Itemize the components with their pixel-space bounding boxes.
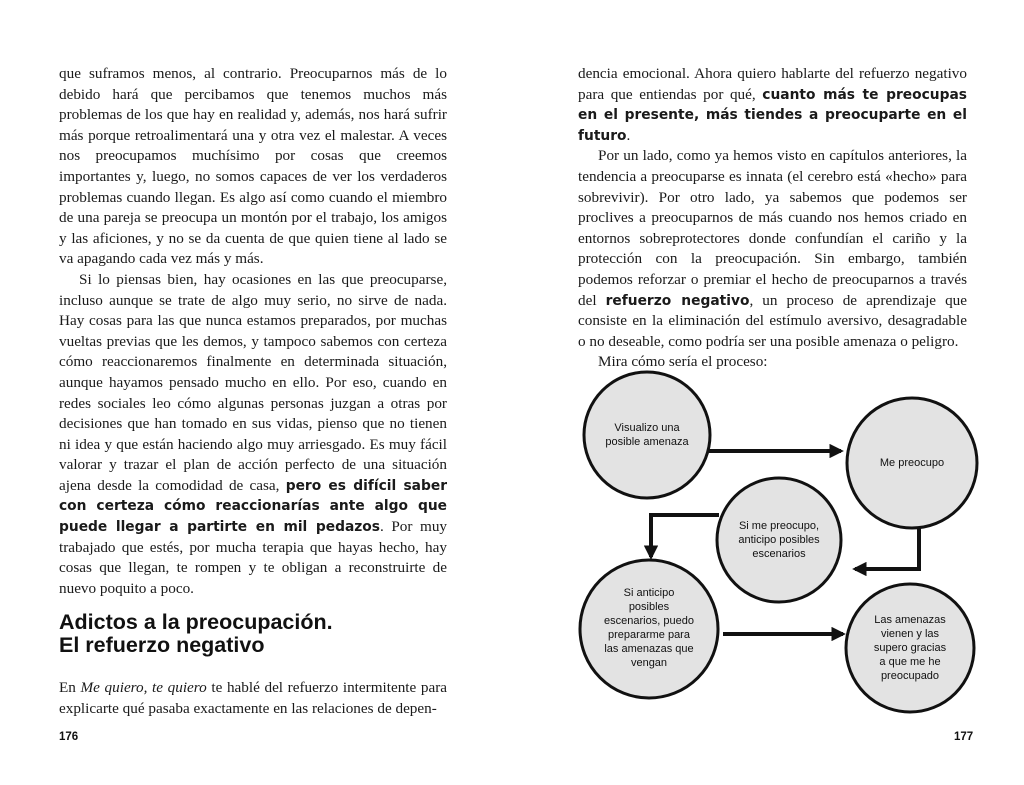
paragraph [59,64,447,270]
text-run: . [626,126,631,144]
text-run: Por un lado, como ya hemos visto en capítulos anteriores, la tendencia a preocuparse es innata (el cerebro está «hecho» para sobrevivir). Por otro lado, ya sabemos que podemos ser proclives a preocuparnos de más cuando nos hemos criado en entornos sobreprotectores donde confundían el cariño y la protección con la preocupación. Sin embargo, también podemos reforzar o premiar el hecho de preocuparnos a través del [578,147,967,309]
right-body [578,64,967,373]
node-label-prepararme [589,586,709,670]
node-label-line: anticipo posibles [738,534,820,546]
arrow-n2-n3-path [855,526,919,569]
node-label-supero [850,613,970,683]
heading-line-1: Adictos a la preocupación. [59,610,333,634]
node-label-line: a que me he [879,656,941,668]
right-page [512,0,1024,785]
node-label-anticipo [719,519,839,561]
node-label-line: preocupado [880,670,940,682]
node-label-line: Las amenazas [874,614,946,626]
node-label-line: posible amenaza [605,436,689,448]
node-label-line: vienen y las [880,628,940,640]
paragraph [578,146,967,352]
node-label-line: Visualizo una [614,422,680,434]
process-diagram [573,368,986,726]
node-label-me-preocupo [852,456,972,470]
paragraph [578,64,967,146]
italic-run: Me quiero, te quiero [80,679,207,696]
node-label-visualizo [587,421,707,449]
page-number-left: 176 [59,731,79,743]
node-label-line: escenarios, puedo [604,615,694,627]
bold-run: cuanto más te preocupas en el presente, más tiendes a preocuparte en el futuro [578,86,968,144]
bold-run: pero es difícil saber con certeza cómo reaccionarías ante algo que puede llegar a partirte en mil pedazos [59,477,448,536]
bold-run: refuerzo negativo [605,292,750,309]
node-label-line: escenarios [752,548,806,560]
node-label-line: Me preocupo [879,457,945,469]
page-number-right: 177 [954,731,974,743]
node-label-line: vengan [630,657,668,669]
heading-line-2: El refuerzo negativo [59,633,265,657]
text-run: , un proceso de aprendizaje que consiste en la eliminación del estímulo aversivo, desagradable o no deseable, como podría ser una posible amenaza o peligro. [578,291,967,350]
section-heading [59,611,449,657]
text-run: dencia emocional. Ahora quiero hablarte del refuerzo negativo para que entiendas por qué, [578,65,967,103]
arrow-n3-n4 [651,515,719,557]
text-run: Si lo piensas bien, hay ocasiones en las que preocuparse, incluso aunque se trate de algo muy serio, no sirve de nada. Hay cosas para las que nunca estamos preparados, por muchas vueltas previas que les demos, y tampoco sabemos con certeza cómo reaccionaremos finalmente en determinada situación, aunque hayamos pensado mucho en ello. Por eso, cuando en redes sociales leo cómo algunas personas juzgan a otras por decisiones que han tomado en sus vidas, pienso que no tienen ni idea y que están haciendo algo muy arriesgado. Es muy fácil valorar y trazar el plan de acción perfecto de una situación ajena desde la comodidad de casa, [59,270,447,494]
node-label-line: supero gracias [873,642,947,654]
node-label-line: Si me preocupo, [738,520,820,532]
node-label-line: las amenazas que [604,643,694,655]
text-run: En [59,679,81,696]
text-run: que suframos menos, al contrario. Preocuparnos más de lo debido hará que percibamos que tenemos muchos más problemas de los que hay en realidad y, además, nos hará sufrir más porque retroalimentará una y otra vez el malestar. A veces nos preocupamos muchísimo por cosas que creemos importantes y, luego, no somos capaces de ver los verdaderos problemas cuando llegan. Es algo así como cuando el miembro de una pareja se preocupa un montón por el trabajo, los amigos y las aficiones, y no se da cuenta de que quien tiene al lado se va apagando cada vez más y más. [59,65,447,268]
node-label-line: prepararme para [608,629,690,641]
paragraph [59,678,447,719]
left-body-bottom [59,678,447,719]
text-run: Mira cómo sería el proceso: [598,353,768,371]
left-body-top [59,64,447,599]
paragraph [59,270,447,600]
text-run: te hablé del refuerzo intermitente para explicarte qué pasaba exactamente en las relaciones de depen- [59,679,448,717]
node-label-line: posibles [628,601,670,613]
text-run: . Por muy trabajado que estés, por mucha terapia que hayas hecho, hay cosas que llegan, te rompen y te obligan a reconstruirte de nuevo poquito a poco. [59,518,448,597]
node-label-line: Si anticipo [623,587,675,599]
